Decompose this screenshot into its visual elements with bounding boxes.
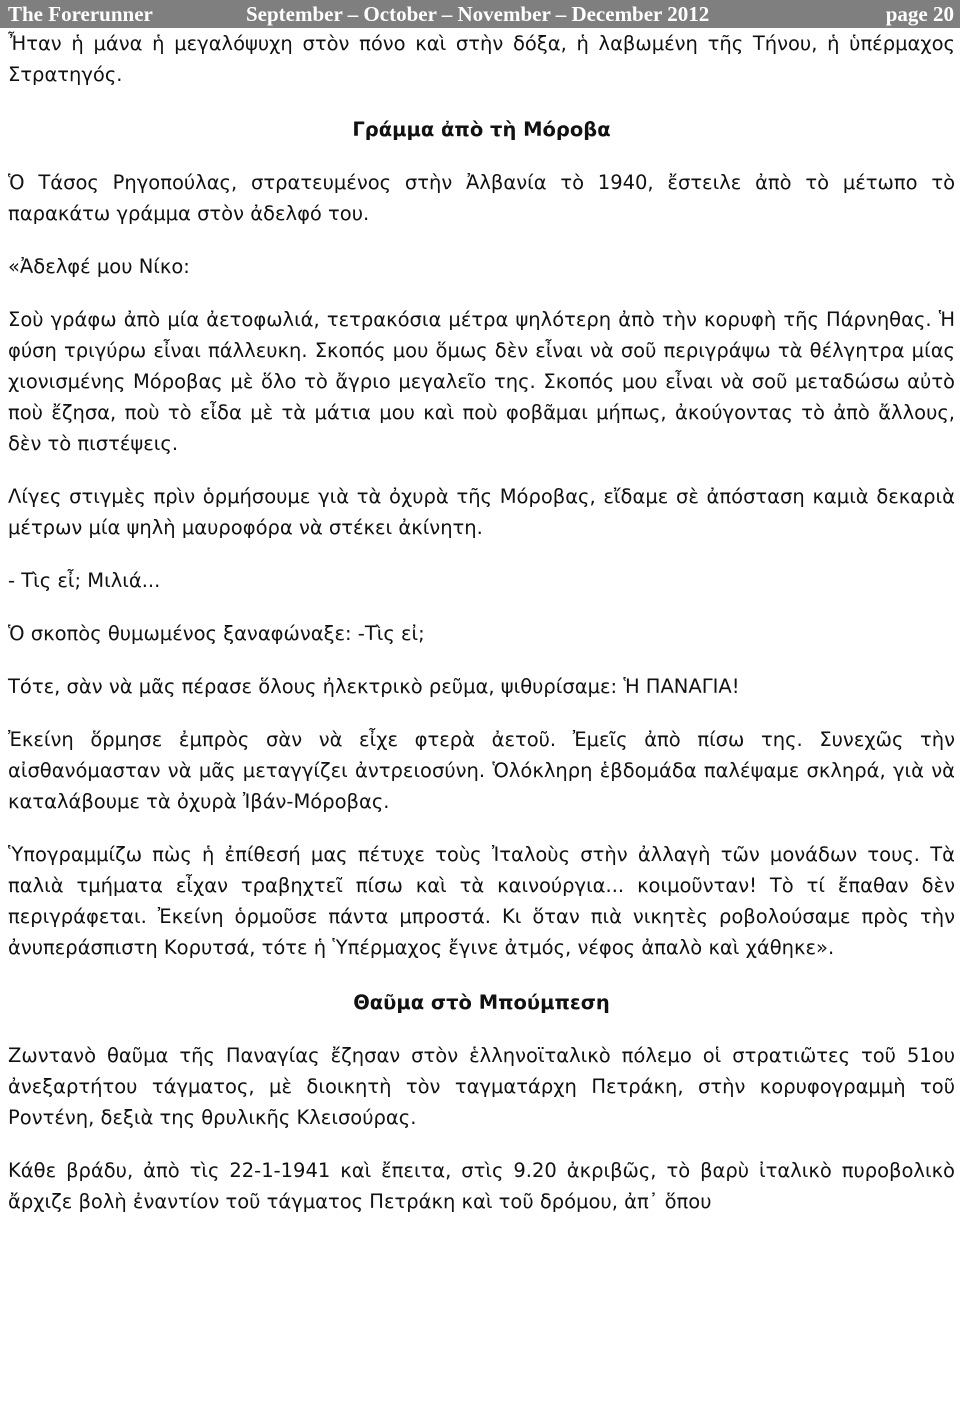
paragraph: Ὁ σκοπὸς θυμωμένος ξαναφώναξε: -Τὶς εἰ; bbox=[8, 622, 425, 645]
letter-salutation: «Ἀδελφέ μου Νίκο: bbox=[8, 255, 190, 278]
publication-title: The Forerunner bbox=[8, 2, 153, 26]
page-number: page 20 bbox=[885, 2, 954, 26]
intro-paragraph: Ἦταν ἡ μάνα ἡ μεγαλόψυχη στὸν πόνο καὶ στὴν δόξα, ἡ λαβωμένη τῆς Τήνου, ἡ ὑπέρμαχος Στρατηγός. bbox=[8, 32, 955, 86]
paragraph: Ἐκείνη ὅρμησε ἐμπρὸς σὰν νὰ εἶχε φτερὰ ἀετοῦ. Ἐμεῖς ἀπὸ πίσω της. Συνεχῶς τὴν αἰσθανόμασταν νὰ μᾶς μεταγγίζει ἀντρειοσύνη. Ὁλόκληρη ἑβδομάδα παλέψαμε σκληρά, γιὰ νὰ καταλάβουμε τὰ ὀχυρὰ Ἰβάν-Μόροβας. bbox=[8, 728, 955, 813]
paragraph: Ὑπογραμμίζω πὼς ἡ ἐπίθεσή μας πέτυχε τοὺς Ἰταλοὺς στὴν ἀλλαγὴ τῶν μονάδων τους. Τὰ παλιὰ τμήματα εἶχαν τραβηχτεῖ πίσω καὶ τὰ καινούργια... κοιμοῦνταν! Τὸ τί ἔπαθαν δὲν περιγράφεται. Ἐκείνη ὁρμοῦσε πάντα μπροστά. Κι ὅταν πιὰ νικητὲς ροβολούσαμε πρὸς τὴν ἀνυπεράσπιστη Κορυτσά, τότε ἡ Ὑπέρμαχος ἔγινε ἀτμός, νέφος ἀπαλὸ καὶ χάθηκε». bbox=[8, 843, 955, 959]
paragraph: Ὁ Τάσος Ρηγοπούλας, στρατευμένος στὴν Ἀλβανία τὸ 1940, ἔστειλε ἀπὸ τὸ μέτωπο τὸ παρακάτω γράμμα στὸν ἀδελφό του. bbox=[8, 171, 955, 225]
paragraph: Ζωντανὸ θαῦμα τῆς Παναγίας ἔζησαν στὸν ἑλληνοϊταλικὸ πόλεμο οἱ στρατιῶτες τοῦ 51ου ἀνεξαρτήτου τάγματος, μὲ διοικητὴ τὸν ταγματάρχη Πετράκη, στὴν κορυφογραμμὴ τοῦ Ροντένη, δεξιὰ της θρυλικῆς Κλεισούρας. bbox=[8, 1044, 955, 1129]
section-heading-letter: Γράμμα ἀπὸ τὴ Μόροβα bbox=[352, 118, 611, 141]
dialogue-line: - Τὶς εἶ; Μιλιά... bbox=[8, 569, 161, 592]
paragraph: Κάθε βράδυ, ἀπὸ τὶς 22-1-1941 καὶ ἔπειτα, στὶς 9.20 ἀκριβῶς, τὸ βαρὺ ἰταλικὸ πυροβολικὸ ἄρχιζε βολὴ ἐναντίον τοῦ τάγματος Πετράκη καὶ τοῦ δρόμου, ἀπ᾽ ὅπου bbox=[8, 1159, 955, 1213]
paragraph: Τότε, σὰν νὰ μᾶς πέρασε ὅλους ἠλεκτρικὸ ρεῦμα, ψιθυρίσαμε: Ἡ ΠΑΝΑΓΙΑ! bbox=[8, 675, 740, 698]
paragraph: Λίγες στιγμὲς πρὶν ὁρμήσουμε γιὰ τὰ ὀχυρὰ τῆς Μόροβας, εἴδαμε σὲ ἀπόσταση καμιὰ δεκαριὰ μέτρων μία ψηλὴ μαυροφόρα νὰ στέκει ἀκίνητη. bbox=[8, 485, 955, 539]
section-heading-miracle: Θαῦμα στὸ Μπούμπεση bbox=[353, 991, 610, 1014]
article-body bbox=[8, 28, 955, 1217]
paragraph: Σοὺ γράφω ἀπὸ μία ἀετοφωλιά, τετρακόσια μέτρα ψηλότερη ἀπὸ τὴν κορυφὴ τῆς Πάρνηθας. Ἡ φύση τριγύρω εἶναι πάλλευκη. Σκοπός μου ὅμως δὲν εἶναι νὰ σοῦ περιγράψω τὰ θέλγητρα μίας χιονισμένης Μόροβας μὲ ὅλο τὸ ἄγριο μεγαλεῖο της. Σκοπός μου εἶναι νὰ σοῦ μεταδώσω αὐτὸ ποὺ ἔζησα, ποὺ τὸ εἶδα μὲ τὰ μάτια μου καὶ ποὺ φοβᾶμαι μήπως, ἀκούγοντας τὸ ἀπὸ ἄλλους, δὲν τὸ πιστέψεις. bbox=[8, 308, 955, 455]
issue-date: September – October – November – December 2012 bbox=[246, 2, 710, 26]
page-header bbox=[0, 0, 960, 28]
